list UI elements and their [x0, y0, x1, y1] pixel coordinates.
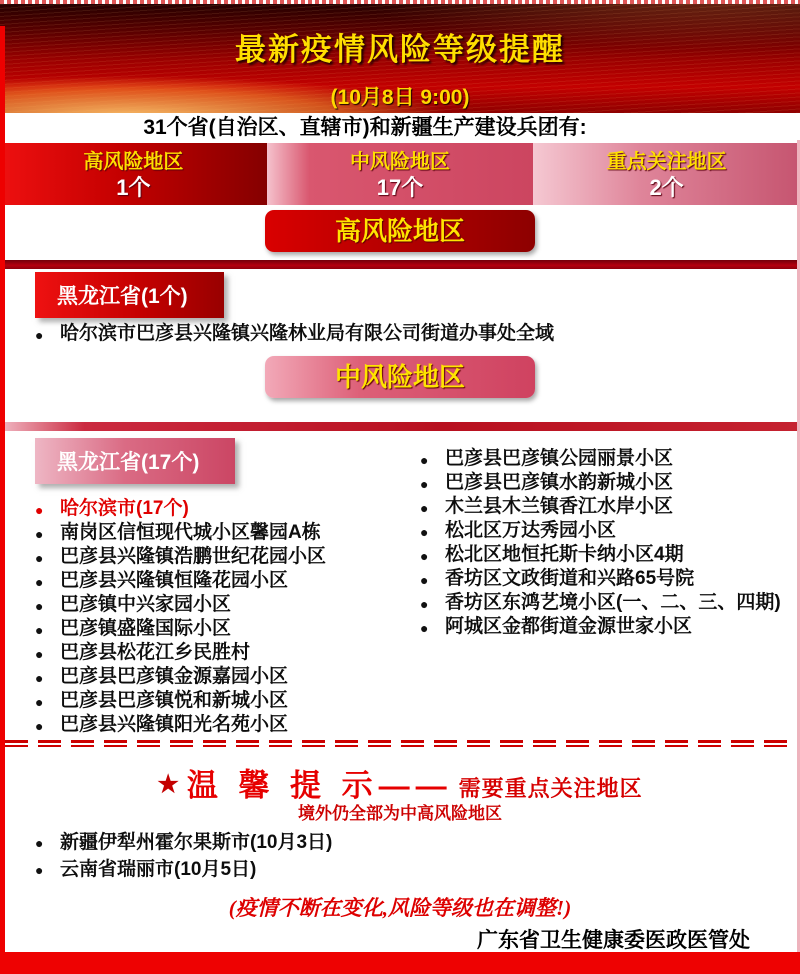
province-label-high: 黑龙江省(1个) [35, 272, 224, 318]
list-item [420, 519, 788, 543]
list-item-text: 巴彦镇中兴家园小区 [60, 594, 232, 615]
medium-risk-right-list [420, 447, 788, 639]
dashed-divider [5, 740, 800, 747]
bullet-icon: ● [35, 835, 44, 851]
list-item-text: 巴彦县兴隆镇恒隆花园小区 [60, 570, 289, 591]
list-item [35, 829, 735, 856]
page-subtitle: (10月8日 9:00) [330, 86, 470, 109]
change-note: (疫情不断在变化,风险等级也在调整!) [228, 896, 572, 920]
bullet-icon: ● [35, 646, 44, 662]
issuer-signature: 广东省卫生健康委医政医管处 [477, 929, 750, 952]
bullet-icon: ● [420, 476, 429, 492]
section-divider [5, 422, 800, 431]
list-item-text: 巴彦镇盛隆国际小区 [60, 618, 232, 639]
list-item-text: 哈尔滨市巴彦县兴隆镇兴隆林业局有限公司街道办事处全域 [60, 323, 555, 344]
list-item [35, 689, 407, 713]
bullet-icon: ● [35, 327, 44, 343]
bullet-icon: ● [35, 670, 44, 686]
list-item [420, 567, 788, 591]
bullet-icon: ● [35, 574, 44, 590]
bullet-icon: ● [420, 596, 429, 612]
list-item [35, 497, 407, 521]
list-item-text: 哈尔滨市(17个) [60, 498, 189, 519]
intro-text: 31个省(自治区、直辖市)和新疆生产建设兵团有: [0, 113, 800, 143]
bullet-icon: ● [35, 502, 44, 518]
watch-area-list [35, 829, 735, 883]
list-item [35, 521, 407, 545]
notice-subtitle: 境外仍全部为中高风险地区 [298, 804, 502, 823]
summary-bands [0, 143, 800, 205]
list-item-text: 松北区万达秀园小区 [445, 520, 617, 541]
bullet-icon: ● [420, 500, 429, 516]
list-item [35, 665, 407, 689]
notice-title-suffix: 需要重点关注地区 [458, 776, 643, 801]
list-item-text: 南岗区信恒现代城小区馨园A栋 [60, 522, 321, 543]
star-icon: ★ [157, 771, 179, 798]
band-medium-risk [267, 143, 534, 205]
bullet-icon: ● [35, 550, 44, 566]
list-item-text: 巴彦县松花江乡民胜村 [60, 642, 251, 663]
bullet-icon: ● [35, 526, 44, 542]
bullet-icon: ● [35, 694, 44, 710]
bullet-icon: ● [420, 452, 429, 468]
bullet-icon: ● [420, 620, 429, 636]
band-count: 17个 [376, 175, 424, 200]
list-item-text: 巴彦县巴彦镇悦和新城小区 [60, 690, 289, 711]
bullet-icon: ● [35, 718, 44, 734]
list-item-text: 巴彦县兴隆镇阳光名苑小区 [60, 714, 289, 735]
bullet-icon: ● [420, 524, 429, 540]
section-heading-high-risk: 高风险地区 [265, 210, 535, 252]
list-item-text: 阿城区金都街道金源世家小区 [445, 616, 693, 637]
bottom-border-bar [0, 952, 800, 974]
band-label: 中风险地区 [350, 151, 450, 173]
list-item [35, 545, 407, 569]
list-item [35, 617, 407, 641]
list-item-text: 巴彦县巴彦镇水韵新城小区 [445, 472, 674, 493]
bullet-icon: ● [420, 548, 429, 564]
high-risk-list [35, 322, 755, 346]
band-label: 重点关注地区 [606, 151, 727, 173]
notice-title-text: 温 馨 提 示—— [186, 768, 453, 803]
list-item [35, 641, 407, 665]
list-item [420, 471, 788, 495]
band-label: 高风险地区 [83, 151, 184, 173]
list-item [35, 593, 407, 617]
bullet-icon: ● [35, 862, 44, 878]
list-item-text: 巴彦县巴彦镇金源嘉园小区 [60, 666, 289, 687]
list-item-text: 巴彦县巴彦镇公园丽景小区 [445, 448, 674, 469]
section-heading-medium-risk: 中风险地区 [265, 356, 535, 398]
province-label-medium: 黑龙江省(17个) [35, 438, 235, 484]
section-divider [5, 260, 800, 269]
list-item [35, 856, 735, 883]
list-item [420, 543, 788, 567]
list-item [420, 615, 788, 639]
list-item [35, 713, 407, 737]
list-item-text: 香坊区东鸿艺境小区(一、二、三、四期) [445, 592, 781, 613]
band-high-risk [0, 143, 267, 205]
band-watch [533, 143, 800, 205]
band-count: 1个 [116, 175, 151, 200]
bullet-icon: ● [35, 622, 44, 638]
list-item [420, 495, 788, 519]
band-count: 2个 [649, 175, 684, 200]
list-item-text: 木兰县木兰镇香江水岸小区 [445, 496, 674, 517]
bullet-icon: ● [35, 598, 44, 614]
header-banner [0, 4, 800, 113]
bullet-icon: ● [420, 572, 429, 588]
list-item [35, 322, 755, 346]
list-item [35, 569, 407, 593]
list-item [420, 591, 788, 615]
medium-risk-left-list [35, 497, 407, 737]
list-item-text: 新疆伊犁州霍尔果斯市(10月3日) [60, 832, 333, 853]
list-item-text: 松北区地恒托斯卡纳小区4期 [445, 544, 684, 565]
list-item-text: 巴彦县兴隆镇浩鹏世纪花园小区 [60, 546, 327, 567]
left-border-line [0, 26, 5, 974]
page-title: 最新疫情风险等级提醒 [235, 32, 565, 67]
list-item-text: 云南省瑞丽市(10月5日) [60, 859, 257, 880]
list-item-text: 香坊区文政街道和兴路65号院 [445, 568, 695, 589]
list-item [420, 447, 788, 471]
